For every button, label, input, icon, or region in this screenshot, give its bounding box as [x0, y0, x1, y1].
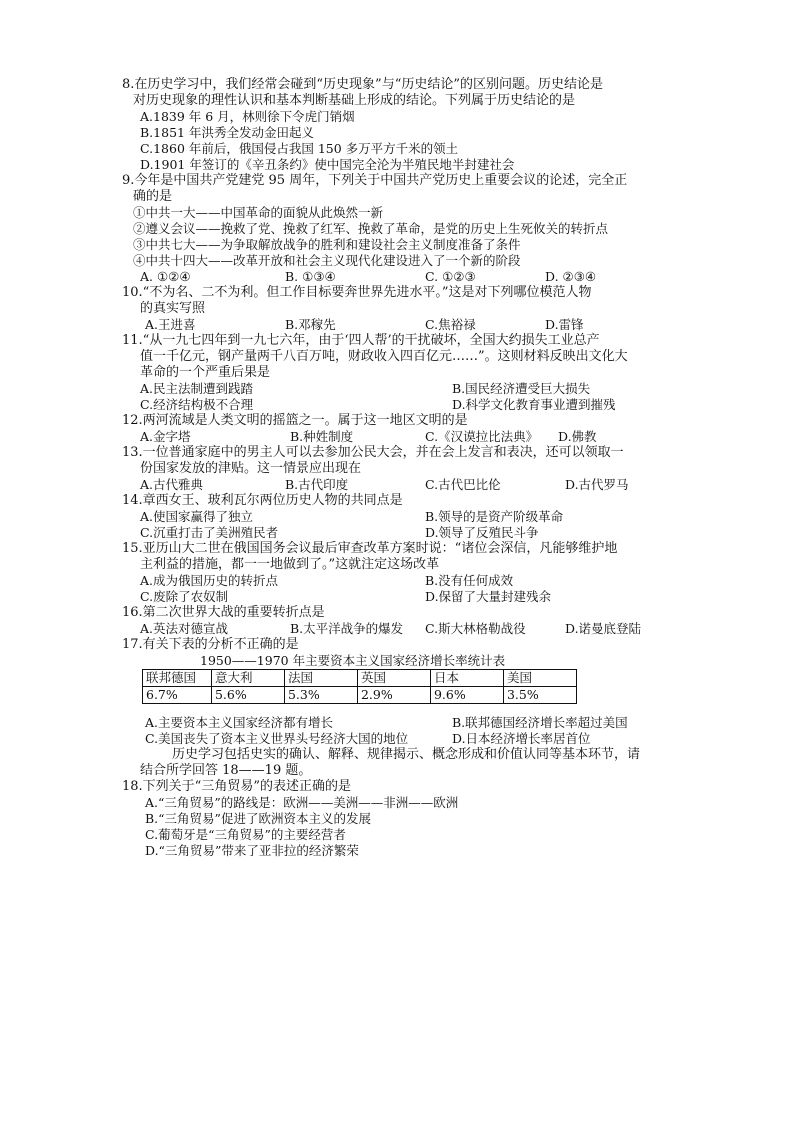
q16-option-c: C.斯大林格勒战役: [425, 621, 526, 636]
q14-option-d: D.领导了反殖民斗争: [425, 525, 539, 540]
q16-option-d: D.诺曼底登陆: [565, 621, 642, 636]
q14-option-c: C.沉重打击了美洲殖民者: [140, 525, 279, 540]
table-header-cell: 美国: [503, 670, 576, 687]
q14-stem: 14.章西女王、玻利瓦尔两位历史人物的共同点是: [122, 493, 403, 508]
q13-option-a: A.古代雅典: [140, 477, 204, 492]
q8-option-d: D.1901 年签订的《辛丑条约》使中国完全沦为半殖民地半封建社会: [140, 157, 515, 172]
q9-statement-4: ④中共十四大——改革开放和社会主义现代化建设进入了一个新的阶段: [133, 253, 521, 268]
q9-option-d: D. ②③④: [545, 269, 597, 284]
q18-option-a: A.“三角贸易”的路线是：欧洲——美洲——非洲——欧洲: [145, 795, 459, 810]
q18-option-b: B.“三角贸易”促进了欧洲资本主义的发展: [145, 811, 371, 826]
q13-option-b: B.古代印度: [285, 477, 349, 492]
q14-option-b: B.领导的是资产阶级革命: [425, 509, 564, 524]
q18-option-c: C.葡萄牙是“三角贸易”的主要经营者: [145, 827, 346, 842]
table-header-cell: 英国: [357, 670, 430, 687]
q11-option-b: B.国民经济遭受巨大损失: [452, 381, 591, 396]
q10-option-b: B.邓稼先: [285, 317, 336, 332]
q9-stem: 9.今年是中国共产党建党 95 周年，下列关于中国共产党历史上重要会议的论述，完全正: [122, 173, 628, 188]
q17-option-a: A.主要资本主义国家经济都有增长: [145, 715, 334, 730]
q17-option-b: B.联邦德国经济增长率超过美国: [452, 715, 628, 730]
table-header-cell: 意大利: [211, 670, 284, 687]
q9-option-a: A. ①②④: [140, 269, 191, 284]
q10-stem-cont: 的真实写照: [140, 301, 206, 316]
table-header-cell: 法国: [284, 670, 357, 687]
table-title: 1950——1970 年主要资本主义国家经济增长率统计表: [200, 653, 506, 668]
q9-statement-1: ①中共一大——中国革命的面貌从此焕然一新: [133, 205, 384, 220]
table-header-cell: 日本: [430, 670, 503, 687]
q8-stem: 8.在历史学习中，我们经常会碰到“历史现象”与“历史结论”的区别问题。历史结论是: [122, 77, 603, 92]
q16-option-b: B.太平洋战争的爆发: [290, 621, 404, 636]
q8-option-b: B.1851 年洪秀全发动金田起义: [140, 125, 314, 140]
q13-option-c: C.古代巴比伦: [425, 477, 501, 492]
q13-stem-cont: 份国家发放的津贴。这一情景应出现在: [140, 461, 362, 476]
q10-option-a: A.王进喜: [145, 317, 196, 332]
q9-statement-3: ③中共七大——为争取解放战争的胜利和建设社会主义制度准备了条件: [133, 237, 521, 252]
q12-option-d: D.佛教: [558, 429, 597, 444]
q9-statement-2: ②遵义会议——挽救了党、挽救了红军、挽救了革命，是党的历史上生死攸关的转折点: [133, 221, 609, 236]
q12-option-a: A.金字塔: [140, 429, 191, 444]
table-value-cell: 3.5%: [503, 687, 576, 704]
q18-option-d: D.“三角贸易”带来了亚非拉的经济繁荣: [145, 843, 359, 858]
q8-option-a: A.1839 年 6 月，林则徐下令虎门销烟: [140, 109, 355, 124]
section-intro: 历史学习包括史实的确认、解释、规律揭示、概念形成和价值认同等基本环节，请: [172, 747, 641, 762]
table-value-cell: 5.3%: [284, 687, 357, 704]
q14-option-a: A.使国家赢得了独立: [140, 509, 254, 524]
q11-stem-cont2: 革命的一个严重后果是: [140, 365, 271, 380]
q16-stem: 16.第二次世界大战的重要转折点是: [122, 605, 325, 620]
q9-option-c: C. ①②③: [425, 269, 476, 284]
q17-stem: 17.有关下表的分析不正确的是: [122, 637, 299, 652]
q17-option-c: C.美国丧失了资本主义世界头号经济大国的地位: [145, 731, 409, 746]
q10-stem: 10.“不为名、二不为利。但工作目标要奔世界先进水平。”这是对下列哪位模范人物: [122, 285, 592, 300]
table-header-row: [143, 670, 577, 687]
table-value-cell: 5.6%: [211, 687, 284, 704]
q11-option-a: A.民主法制遭到践踏: [140, 381, 254, 396]
q10-option-d: D.雷锋: [545, 317, 584, 332]
q15-stem-cont: 主利益的措施，都一一地做到了。”这就注定这场改革: [140, 557, 440, 572]
q12-option-b: B.种姓制度: [290, 429, 354, 444]
section-intro-cont: 结合所学回答 18——19 题。: [140, 763, 312, 778]
q10-option-c: C.焦裕禄: [425, 317, 476, 332]
q15-option-d: D.保留了大量封建残余: [425, 589, 552, 604]
q11-stem: 11.“从一九七四年到一九七六年，由于‘四人帮’的干扰破坏，全国大约损失工业总产: [122, 333, 600, 348]
q18-stem: 18.下列关于“三角贸易”的表述正确的是: [122, 779, 351, 794]
q15-stem: 15.亚历山大二世在俄国国务会议最后审查改革方案时说：“诸位会深信，凡能够维护地: [122, 541, 618, 556]
q17-option-d: D.日本经济增长率居首位: [452, 731, 591, 746]
growth-rate-table: [142, 669, 577, 704]
q8-option-c: C.1860 年前后，俄国侵占我国 150 多万平方千米的领土: [140, 141, 459, 156]
table-value-row: [143, 687, 577, 704]
table-value-cell: 2.9%: [357, 687, 430, 704]
q16-option-a: A.英法对德宣战: [140, 621, 229, 636]
q9-option-b: B. ①③④: [285, 269, 336, 284]
table-value-cell: 6.7%: [143, 687, 212, 704]
q15-option-c: C.废除了农奴制: [140, 589, 229, 604]
q11-stem-cont1: 值一千亿元，钢产量两千八百万吨，财政收入四百亿元……”。这则材料反映出文化大: [140, 349, 628, 364]
q9-stem-cont: 确的是: [133, 189, 173, 204]
q12-option-c: C.《汉谟拉比法典》: [425, 429, 539, 444]
q11-option-d: D.科学文化教育事业遭到摧残: [452, 397, 616, 412]
q11-option-c: C.经济结构极不合理: [140, 397, 254, 412]
q15-option-a: A.成为俄国历史的转折点: [140, 573, 279, 588]
q8-stem-cont: 对历史现象的理性认识和基本判断基础上形成的结论。下列属于历史结论的是: [133, 93, 576, 108]
q12-stem: 12.两河流域是人类文明的摇篮之一。属于这一地区文明的是: [122, 413, 468, 428]
q13-option-d: D.古代罗马: [565, 477, 629, 492]
q13-stem: 13.一位普通家庭中的男主人可以去参加公民大会，并在会上发言和表决，还可以领取一: [122, 445, 624, 460]
table-header-cell: 联邦德国: [143, 670, 212, 687]
q15-option-b: B.没有任何成效: [425, 573, 514, 588]
table-value-cell: 9.6%: [430, 687, 503, 704]
